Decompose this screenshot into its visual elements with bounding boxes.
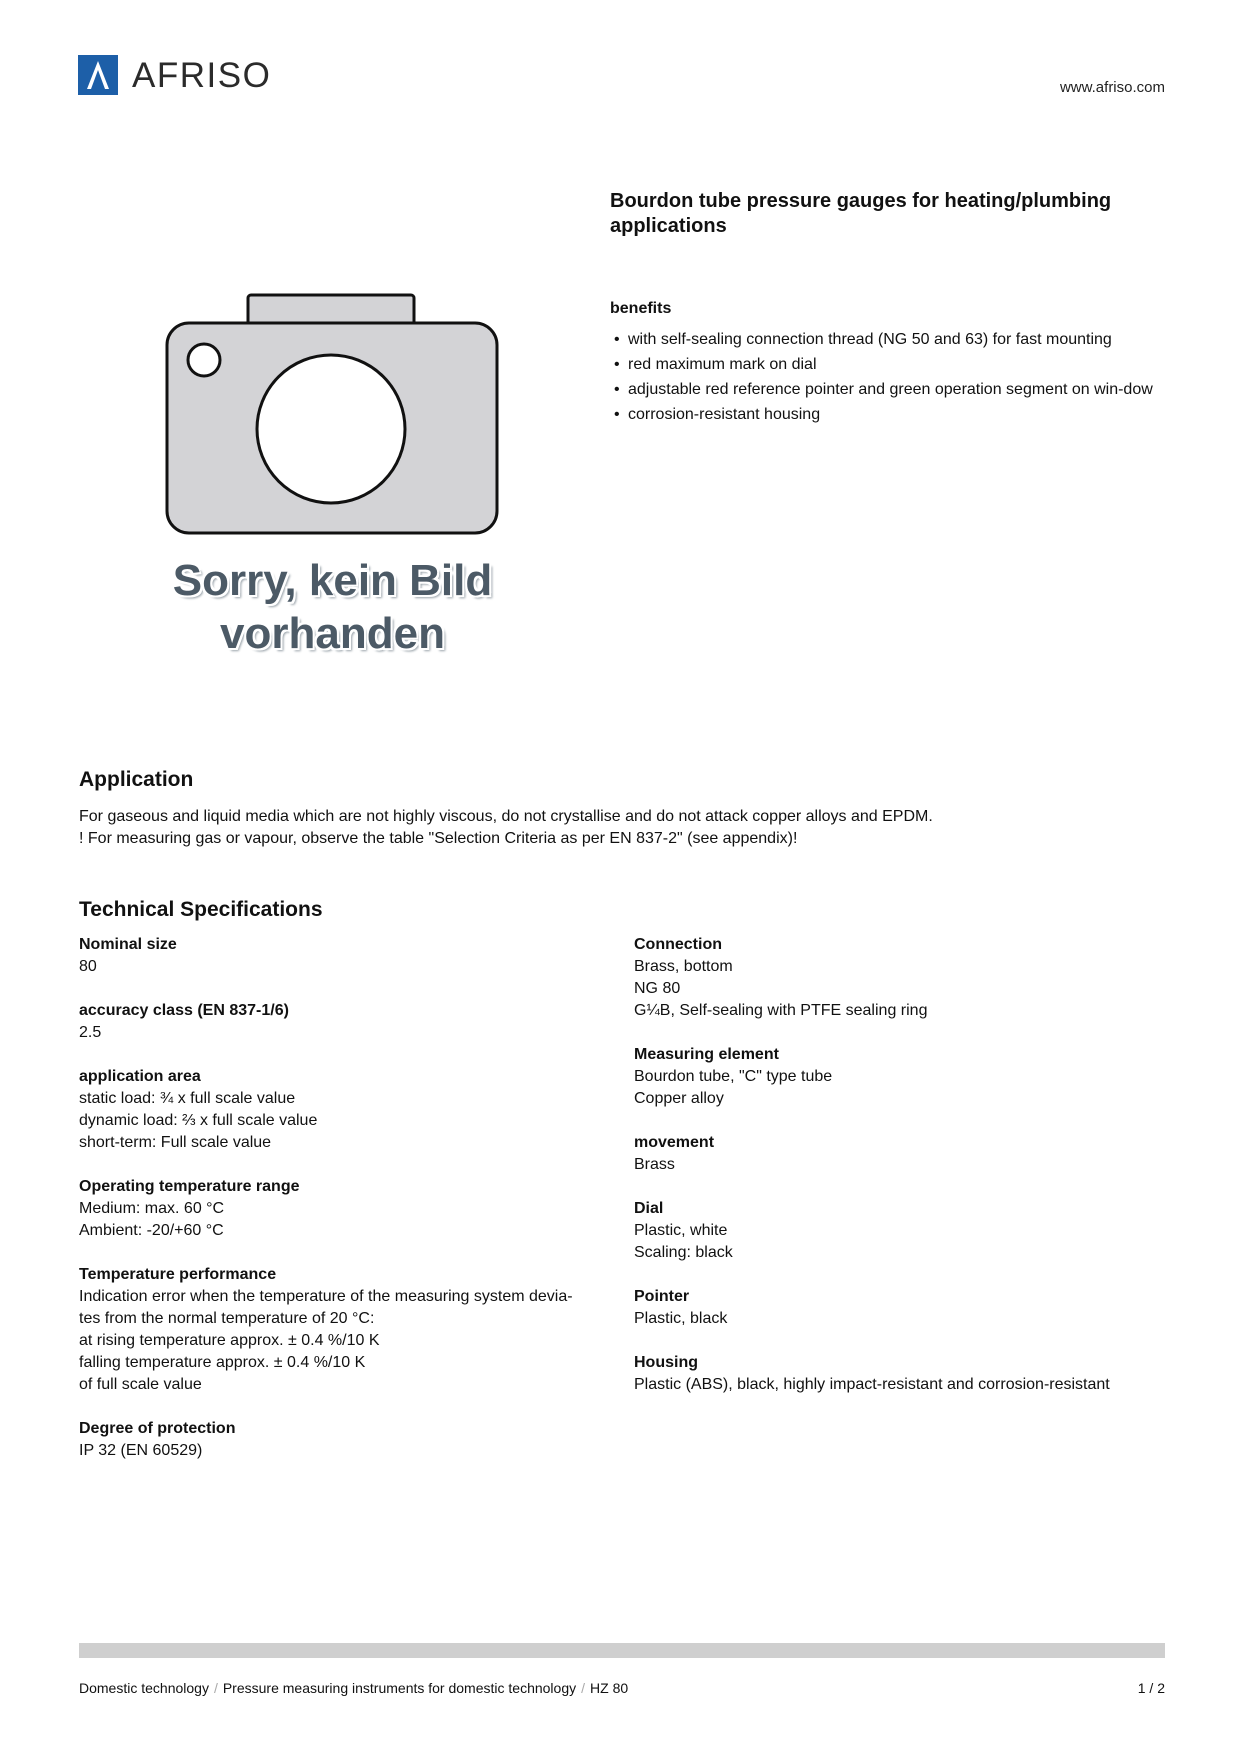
breadcrumb-separator: / bbox=[213, 1680, 218, 1696]
technical-specifications-heading: Technical Specifications bbox=[79, 898, 323, 921]
product-image-placeholder bbox=[160, 292, 505, 662]
application-line: For gaseous and liquid media which are not highly viscous, do not crystallise and do not attack copper alloys and EPDM. bbox=[79, 808, 933, 825]
application-heading: Application bbox=[79, 768, 194, 791]
spec-value: NG 80 bbox=[634, 980, 681, 997]
spec-value: falling temperature approx. ± 0.4 %/10 K bbox=[79, 1354, 366, 1371]
benefit-text: with self-sealing connection thread (NG 50 and 63) for fast mounting bbox=[628, 331, 1112, 348]
spec-value: Indication error when the temperature of the measuring system devia- bbox=[79, 1288, 573, 1305]
afriso-logo bbox=[78, 55, 271, 95]
breadcrumb bbox=[79, 1680, 628, 1696]
benefit-item bbox=[614, 405, 1159, 425]
spec-value: Bourdon tube, "C" type tube bbox=[634, 1068, 833, 1085]
spec-label: Degree of protection bbox=[79, 1420, 236, 1437]
spec-item bbox=[79, 1000, 619, 1044]
benefit-text: red maximum mark on dial bbox=[628, 356, 817, 373]
bullet-icon: • bbox=[614, 331, 620, 348]
spec-value: Brass, bottom bbox=[634, 958, 733, 975]
spec-label: Dial bbox=[634, 1200, 664, 1217]
bullet-icon: • bbox=[614, 356, 620, 373]
spec-item bbox=[634, 1352, 1174, 1396]
placeholder-caption bbox=[160, 554, 505, 660]
spec-label: Housing bbox=[634, 1354, 698, 1371]
breadcrumb-separator: / bbox=[581, 1680, 586, 1696]
spec-item bbox=[634, 1198, 1174, 1264]
spec-value: at rising temperature approx. ± 0.4 %/10 K bbox=[79, 1332, 380, 1349]
spec-value: of full scale value bbox=[79, 1376, 202, 1393]
benefits-list bbox=[614, 330, 1159, 430]
bullet-icon: • bbox=[614, 381, 620, 398]
spec-value: IP 32 (EN 60529) bbox=[79, 1442, 203, 1459]
spec-item bbox=[634, 1286, 1174, 1330]
spec-item bbox=[79, 1418, 619, 1462]
spec-item bbox=[79, 1066, 619, 1154]
spec-value: 80 bbox=[79, 958, 97, 975]
footer-divider-bar bbox=[79, 1643, 1165, 1658]
spec-value: Scaling: black bbox=[634, 1244, 733, 1261]
benefit-item bbox=[614, 330, 1159, 350]
benefits-heading: benefits bbox=[610, 300, 672, 317]
camera-icon bbox=[160, 292, 505, 542]
spec-value: Plastic, black bbox=[634, 1310, 728, 1327]
spec-value: Medium: max. 60 °C bbox=[79, 1200, 225, 1217]
application-text bbox=[79, 806, 1179, 850]
spec-column-left bbox=[79, 934, 619, 1484]
benefit-item bbox=[614, 355, 1159, 375]
spec-label: movement bbox=[634, 1134, 715, 1151]
benefit-text: adjustable red reference pointer and green operation segment on win-dow bbox=[628, 381, 1153, 398]
brand-name: AFRISO bbox=[132, 55, 272, 95]
spec-item bbox=[634, 1132, 1174, 1176]
spec-label: Temperature performance bbox=[79, 1266, 277, 1283]
application-line: ! For measuring gas or vapour, observe the table "Selection Criteria as per EN 837-2" (see appendix)! bbox=[79, 830, 798, 847]
spec-value: 2.5 bbox=[79, 1024, 102, 1041]
spec-label: Operating temperature range bbox=[79, 1178, 300, 1195]
spec-value: Plastic, white bbox=[634, 1222, 728, 1239]
spec-value: static load: ¾ x full scale value bbox=[79, 1090, 296, 1107]
breadcrumb-item[interactable]: Domestic technology bbox=[79, 1680, 209, 1696]
spec-value: short-term: Full scale value bbox=[79, 1134, 272, 1151]
afriso-triangle-logo-icon bbox=[78, 55, 118, 95]
spec-item bbox=[634, 1044, 1174, 1110]
spec-value: Plastic (ABS), black, highly impact-resistant and corrosion-resistant bbox=[634, 1376, 1110, 1393]
benefit-text: corrosion-resistant housing bbox=[628, 406, 821, 423]
spec-label: application area bbox=[79, 1068, 201, 1085]
spec-label: Pointer bbox=[634, 1288, 690, 1305]
bullet-icon: • bbox=[614, 406, 620, 423]
spec-value: Ambient: -20/+60 °C bbox=[79, 1222, 224, 1239]
breadcrumb-item[interactable]: Pressure measuring instruments for domestic technology bbox=[222, 1680, 577, 1696]
website-link[interactable]: www.afriso.com bbox=[1059, 79, 1165, 96]
product-title: Bourdon tube pressure gauges for heating/plumbing applications bbox=[610, 190, 1112, 237]
spec-item bbox=[79, 934, 619, 978]
spec-value: dynamic load: ⅔ x full scale value bbox=[79, 1112, 318, 1129]
spec-value: Copper alloy bbox=[634, 1090, 724, 1107]
placeholder-caption-line: vorhanden bbox=[220, 609, 445, 658]
breadcrumb-item[interactable]: HZ 80 bbox=[590, 1680, 629, 1696]
placeholder-caption-line: Sorry, kein Bild bbox=[172, 556, 493, 605]
page-number: 1 / 2 bbox=[1137, 1680, 1165, 1696]
benefit-item bbox=[614, 380, 1159, 400]
spec-label: Nominal size bbox=[79, 936, 177, 953]
spec-item bbox=[634, 934, 1174, 1022]
spec-item bbox=[79, 1176, 619, 1242]
spec-column-right bbox=[634, 934, 1174, 1418]
spec-value: Brass bbox=[634, 1156, 675, 1173]
spec-label: accuracy class (EN 837-1/6) bbox=[79, 1002, 289, 1019]
spec-label: Connection bbox=[634, 936, 722, 953]
spec-item bbox=[79, 1264, 619, 1396]
spec-value: G¼B, Self-sealing with PTFE sealing ring bbox=[634, 1002, 928, 1019]
spec-value: tes from the normal temperature of 20 °C: bbox=[79, 1310, 375, 1327]
spec-label: Measuring element bbox=[634, 1046, 779, 1063]
